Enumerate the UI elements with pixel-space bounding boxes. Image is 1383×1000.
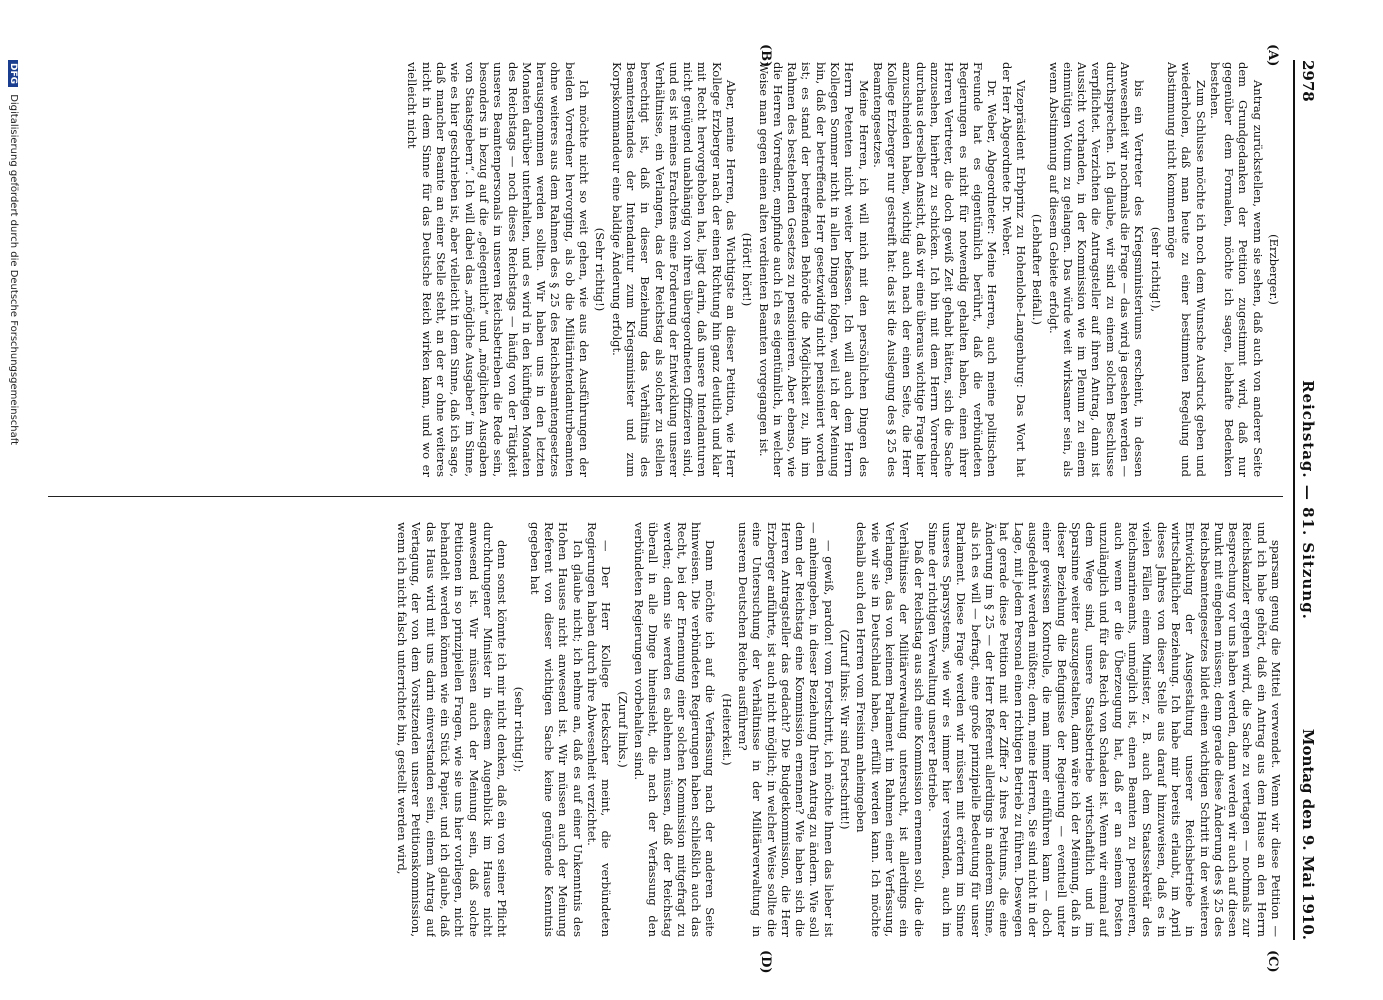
paragraph: (Erzberger.) xyxy=(1267,234,1281,305)
paragraph: — gewiß, pardon! vom Fortschritt, ich möchte Ihnen das lieber ist — anheimgeben, in dieser Beziehung Ihren Antrag zu ändern. Wie soll denn der Reichstag eine Kommission ernennen? Wie haben sich die Herren Antragsteller das gedacht? Die Budgetkommission, die Herr Erzberger anführte, ist auch nicht möglich; in welcher Weise sollte die eine Untersuchung der Verhältnisse in der Militärverwaltung in unserem Deutschen Reiche ausführen? xyxy=(736,522,836,937)
column-divider xyxy=(48,496,1283,497)
paragraph: Antrag zurückstellen, wenn sie sehen, daß auch von anderer Seite dem Grundgedanken der Petition zugestimmt wird, daß nur gegenüber dem Formalen, möchte ich sagen, lebhafte Bedenken bestehen. xyxy=(1207,62,1265,477)
page-footer xyxy=(8,60,19,940)
footer-text: Digitalisierung gefördert durch die Deutsche Forschungsgemeinschaft xyxy=(8,94,19,446)
paragraph: (Zuruf links: Wir sind Fortschritt!) xyxy=(838,629,853,830)
margin-letter-c: (C) xyxy=(1265,950,1280,973)
margin-letter-b: (B) xyxy=(758,44,773,68)
paragraph: sparsam genug die Mittel verwendet. Wenn wir diese Petition — und ich habe gehört, daß ein Antrag aus dem Hause an den Herrn Reichskanzler ergehen wird, die Sache zu vertagen — nochmals zur Besprechung vor uns haben werden, dann werden wir auch auf diesen Punkt mit eingehen müssen; denn gerade diese Änderung des § 25 des Reichsbeamtengesetzes bildet einen wichtigen Schritt in der weiteren Entwicklung der Ausgestaltung unserer Reichsbetriebe in wirtschaftlicher Beziehung. Ich habe mir bereits erlaubt, im April dieses Jahres von dieser Stelle aus darauf hinzuweisen, daß es in vielen Fällen einem Minister, z. B. auch dem Staatssekretär des Reichsmarineamts, unmöglich ist, einen Beamten zu pensionieren, auch wenn er die Überzeugung hat, daß er an seinem Posten unzulänglich und für das Reich von Schaden ist. Wenn wir einmal auf dem Wege sind, unsere Staatsbetriebe wirtschaftlich und im Sparsinne weiter auszugestalten, dann wäre ich der Meinung, daß in dieser Beziehung die Befugnisse der Regierung — eventuell unter einer gewissen Kontrolle, die man immer einführen kann — doch ausgedehnt werden müßten; denn, meine Herren, Sie sind nicht in der Lage, mit jedem Personal einen richtigen Betrieb zu führen. Deswegen hat gerade diese Petition mit der Ziffer 2 ihres Petitums, die eine Änderung im § 25 — der Herr Referent allerdings in anderem Sinne, als ich es will — befragt, eine große prinzipielle Bedeutung für unser Parlament. Diese Frage werden wir müssen mit erörtern im Sinne unseres Sparsystems, wie wir es immer hier verstanden, auch im Sinne der richtigen Verwaltung unserer Betriebe. xyxy=(925,522,1283,937)
paragraph: Dann möchte ich auf die Verfassung nach der anderen Seite hinweisen. Die verbündeten Regierungen haben schließlich auch das Recht, bei der Ernennung einer solchen Kommission mitgefragt zu werden; denn sie werden es ablehnen müssen, daß der Reichstag überall in alle Dinge hineinsieht, die nach der Verfassung den verbündeten Regierungen vorbehalten sind. xyxy=(631,522,718,937)
paragraph: (Hört! hört!) xyxy=(740,232,755,307)
paragraph: Vizepräsident Erbprinz zu Hohenlohe-Langenburg: Das Wort hat der Herr Abgeordnete Dr. Weber. xyxy=(999,62,1028,477)
margin-letter-a: (A) xyxy=(1265,44,1280,67)
paragraph: bis ein Vertreter des Kriegsministeriums erscheint, in dessen Anwesenheit wir nochmals die Frage — das wird ja gesehen werden — durchsprechen. Ich glaube, wir sind zu einem solchen Beschlusse verpflichtet. Verzichten die Antragsteller auf ihren Antrag, dann ist Aussicht vorhanden, in der Kommission wie im Plenum zu einem einmütigen Votum zu gelangen. Das würde weit wirksamer sein, als wenn Abstimmung auf diesem Gebiete erfolgt. xyxy=(1046,62,1147,477)
header-title: Reichstag. — 81. Sitzung. xyxy=(1299,380,1317,620)
paragraph: (Lebhafter Beifall.) xyxy=(1030,214,1045,325)
page-header xyxy=(1293,60,1325,940)
paragraph: (Sehr richtig!) xyxy=(593,227,608,312)
paragraph: denn sonst könnte ich mir nicht denken, daß ein von seiner Pflicht durchdrungener Minister in diesem Augenblick im Hause nicht anwesend ist. Wir müssen auch der Meinung sein, daß solche Petitionen in so prinzipiellen Fragen, wie sie uns hier vorliegen, nicht behandelt werden können wie ein Stück Papier, und ich glaube, daß das Haus wird mit uns darin einverstanden sein, einem Antrag auf Vertagung, der von dem Vorsitzenden unserer Petitionskommission, wenn ich nicht falsch unterrichtet bin, gestellt werden wird, xyxy=(395,522,510,937)
paragraph: — Der Herr Kollege Heckscher meint, die verbündeten Regierungen haben durch ihre Abwesenheit verzichtet. xyxy=(585,522,614,937)
page-number: 2978 xyxy=(1299,60,1317,102)
paragraph: Ich glaube nicht; ich nehme an, daß es auf einer Unkenntnis des Hohen Hauses nicht anwesend ist. Wir müssen auch der Meinung Referent von dieser wichtigen Sache keine genügende Kenntnis gegeben hat xyxy=(527,522,585,937)
header-date: Montag den 9. Mai 1910. xyxy=(1299,728,1317,940)
paragraph: Meine Herren, ich will mich mit den persönlichen Dingen des Herrn Petenten nicht weiter befassen. Ich will auch dem Herrn Kollegen Sommer nicht in allen Dingen folgen, weil ich der Meinung bin, daß der betreffende Herr gesetzwidrig nicht pensioniert worden ist; es stand der betreffenden Behörde die Möglichkeit zu, ihn im Rahmen des bestehenden Gesetzes zu pensionieren. Aber ebenso, wie die Herren Vorredner, empfinde auch ich es eigentümlich, in welcher Weise man gegen einen alten verdienten Beamten vorgegangen ist. xyxy=(756,62,871,477)
paragraph: Aber, meine Herren, das Wichtigste an dieser Petition, wie Herr Kollege Erzberger nach der einen Richtung hin ganz deutlich und klar mit Recht hervorgehoben hat, liegt darin, daß unsere Intendanturen nicht genügend unabhängig von ihren übergeordneten Offizieren sind, und es ist meines Erachtens eine Forderung der Entwicklung unserer Verhältnisse, ein Verlangen, das der Reichstag als solcher zu stellen berechtigt ist, daß in dieser Beziehung das Verhältnis des Beamtenstandes der Intendantur zum Kriegsminister und zum Korpskommandeur eine baldige Änderung erfolgt. xyxy=(609,62,739,477)
paragraph: Daß der Reichstag aus sich eine Kommission ernennen soll, die die Verhältnisse der Militärverwaltung untersucht, ist allerdings ein Verlangen, das von keinem Parlament im Rahmen einer Verfassung, wie wir sie in Deutschland haben, erfüllt werden kann. Ich möchte deshalb auch den Herren vom Freisinn anheimgeben xyxy=(854,522,926,937)
paragraph: Zum Schlusse möchte ich noch dem Wunsche Ausdruck geben und wiederholen, daß man heute zu einer bestimmten Regelung und Abstimmung nicht kommen möge xyxy=(1164,62,1208,477)
paragraph: (sehr richtig!), xyxy=(1148,226,1163,313)
margin-letter-d: (D) xyxy=(758,950,773,974)
left-column xyxy=(48,62,1283,477)
paragraph: (sehr richtig!); xyxy=(511,686,526,773)
paragraph: (Heiterkeit.) xyxy=(719,693,734,766)
dfg-logo: DFG xyxy=(8,60,18,87)
paragraph: (Zuruf links.) xyxy=(615,691,630,768)
paragraph: Dr. Weber, Abgeordneter: Meine Herren, auch meine politischen Freunde hat es eigentümlich berührt, daß die verbündeten Regierungen es nicht für notwendig gehalten haben, einen ihrer Herren Vertreter, die doch gewiß Zeit gehabt hätten, sich die Sache anzusehen, hierher zu schicken. Ich bin mit dem Herrn Vorredner durchaus derselben Ansicht, daß wir eine überaus wichtige Frage hier anzuschneiden haben, wichtig auch nach der einen Seite, die Herr Kollege Erzberger nur gestreift hat: das ist die Auslegung des § 25 des Beamtengesetzes. xyxy=(870,62,1000,477)
right-column xyxy=(48,522,1283,937)
paragraph: Ich möchte nicht so weit gehen, wie aus den Ausführungen der beiden Vorredner hervorging, als ob die Militärintendanturbeamten ohne weiteres aus dem Rahmen des § 25 des Reichsbeamtengesetzes herausgenommen werden sollten. Wir haben uns in den letzten Monaten darüber unterhalten, und es wird in den künftigen Monaten des Reichstags — noch dieses Reichstags — häufig von der Tätigkeit unseres Beamtenpersonals in unseren Reichsbetrieben die Rede sein, besonders in bezug auf die „gelegentlich“ und „möglichen Ausgaben von Staatsgebern“. Ich will dabei das „mögliche Ausgaben“ im Sinne, wie es hier geschrieben ist, aber vielleicht in dem Sinne, daß ich sage, daß mancher Beamte an einer Stelle steht, an der er ohne weiteres nicht in dem Sinne für das Deutsche Reich wirken kann, und wo er vielleicht nicht xyxy=(405,62,592,477)
